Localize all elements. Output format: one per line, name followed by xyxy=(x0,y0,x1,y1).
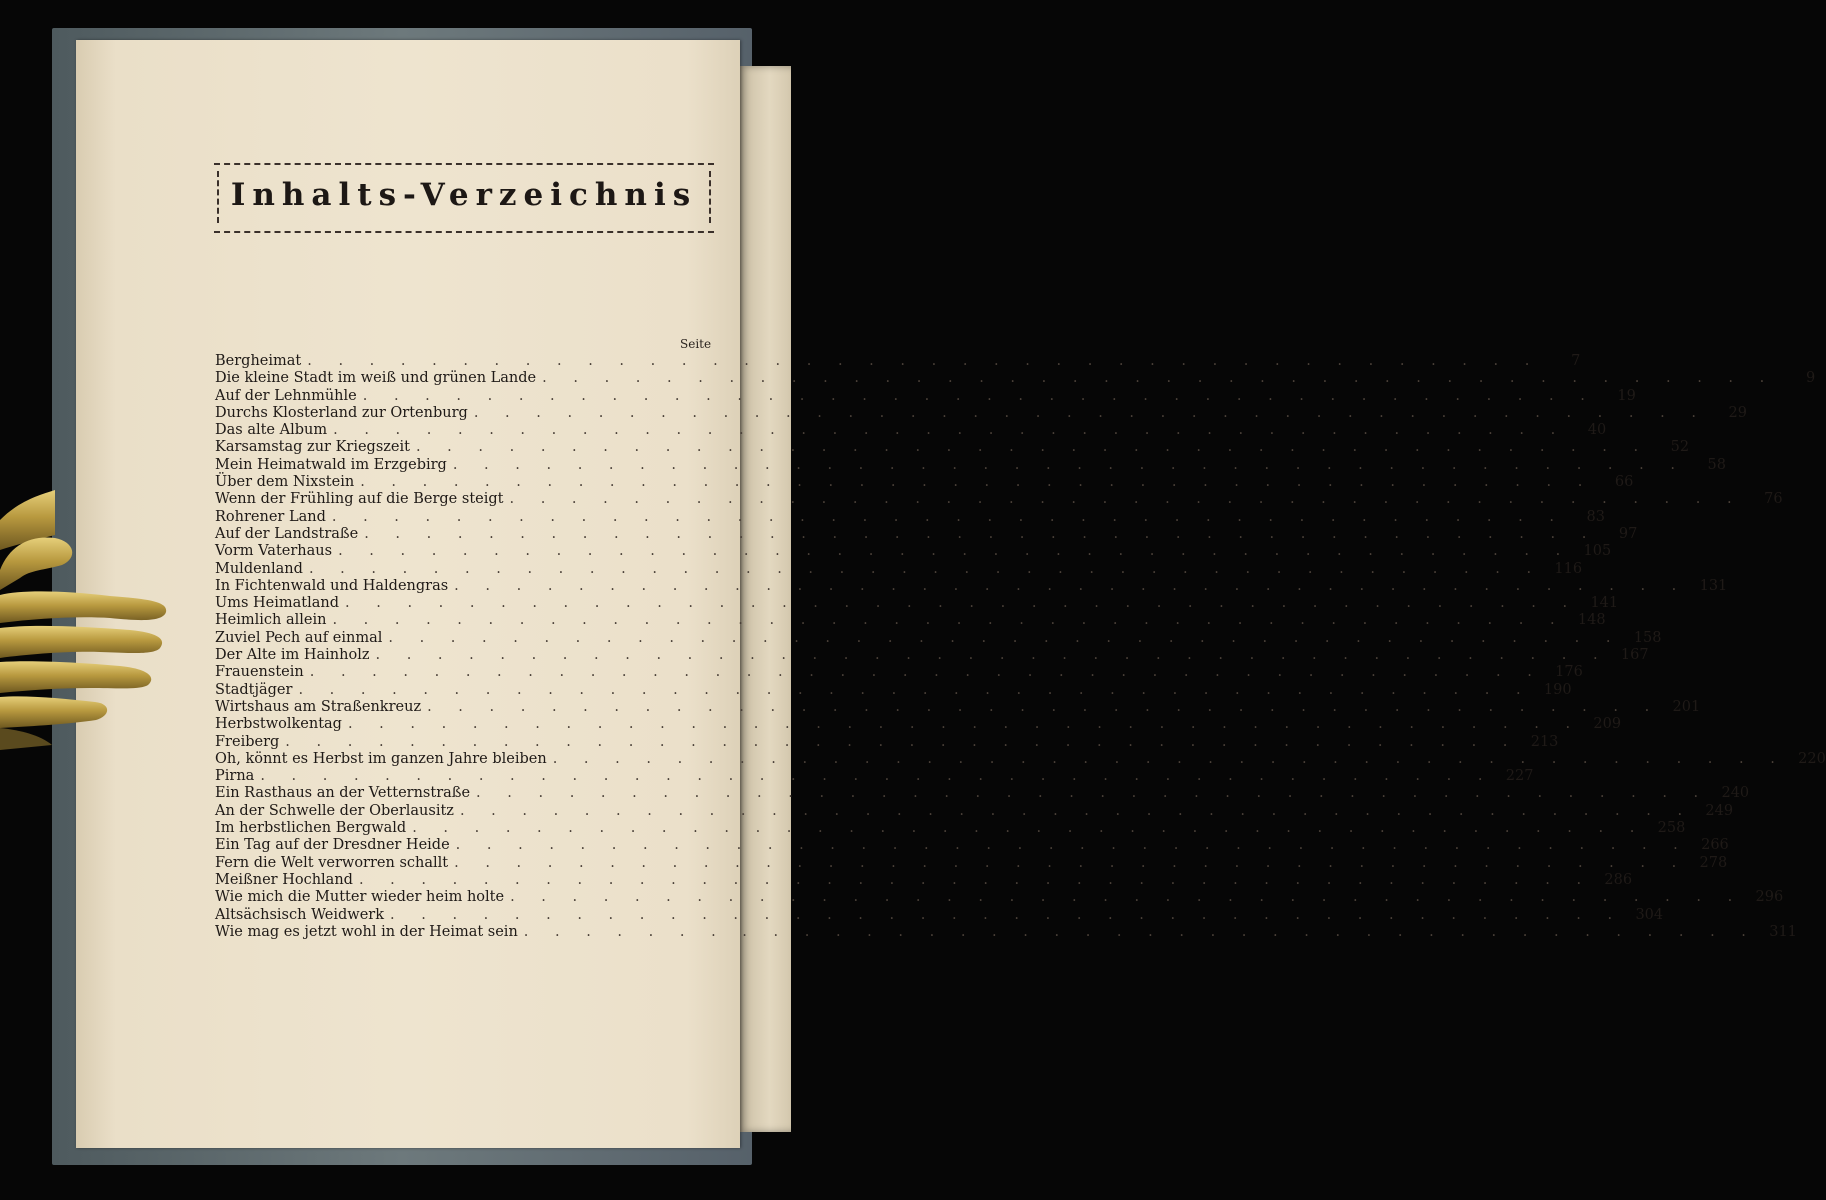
toc-dot-leader: . . . . . . . . . . . . . . . . . . . . . . . . . . . . . . . . . . . . . . . . xyxy=(459,802,1694,819)
toc-entry-title: Im herbstlichen Bergwald xyxy=(215,820,407,837)
toc-entry-page: 116 xyxy=(1554,560,1583,577)
toc-dot-leader: . . . . . . . . . . . . . . . . . . . . . . . . . . . . . . . . . . . . . . . . xyxy=(552,750,1786,767)
toc-entry-page: 7 xyxy=(1571,353,1581,369)
toc-dot-leader: . . . . . . . . . . . . . . . . . . . . . . . . . . . . . . . . . . . . . . . . xyxy=(285,733,1519,750)
toc-entry-title: Pirna xyxy=(215,768,255,785)
toc-entry-title: Heimlich allein xyxy=(215,612,327,629)
toc-entry-page: 266 xyxy=(1701,837,1729,854)
toc-dot-leader: . . . . . . . . . . . . . . . . . . . . . . . . . . . . . . . . . . . . . . . . xyxy=(338,543,1572,560)
toc-entry xyxy=(215,923,1797,941)
toc-entry-page: 52 xyxy=(1670,439,1690,456)
toc-entry-page: 19 xyxy=(1617,387,1636,404)
toc-entry xyxy=(215,387,1636,405)
toc-entry-title: Altsächsisch Weidwerk xyxy=(215,906,385,923)
toc-dot-leader: . . . . . . . . . . . . . . . . . . . . . . . . . . . . . . . . . . . . . . . . xyxy=(412,820,1646,837)
toc-entry-title: Wie mag es jetzt wohl in der Heimat sein xyxy=(215,923,518,940)
toc-dot-leader: . . . . . . . . . . . . . . . . . . . . . . . . . . . . . . . . . . . . . . . . xyxy=(358,871,1593,888)
toc-entry xyxy=(215,577,1728,595)
toc-entry-page: 97 xyxy=(1618,525,1638,542)
toc-entry xyxy=(215,543,1612,560)
toc-entry-page: 105 xyxy=(1583,543,1612,560)
toc-entry-title: Auf der Landstraße xyxy=(215,525,359,542)
toc-entry-page: 9 xyxy=(1806,370,1816,387)
toc-entry-page: 167 xyxy=(1620,647,1649,664)
toc-entry-page: 76 xyxy=(1764,491,1783,508)
title-frame xyxy=(214,163,714,233)
toc-entry xyxy=(215,785,1750,802)
toc-entry xyxy=(215,854,1728,872)
toc-entry-page: 249 xyxy=(1705,802,1734,819)
toc-dot-leader: . . . . . . . . . . . . . . . . . . . . . . . . . . . . . . . . . . . . . . . . xyxy=(333,422,1567,439)
toc-dot-leader: . . . . . . . . . . . . . . . . . . . . . . . . . . . . . . . . . . . . . . . . xyxy=(362,387,1596,404)
toc-entry xyxy=(215,595,1619,612)
toc-entry xyxy=(215,612,1606,629)
toc-entry-title: Frauenstein xyxy=(215,664,304,681)
toc-dot-leader: . . . . . . . . . . . . . . . . . . . . . . . . . . . . . . . . . . . . . . . . xyxy=(390,906,1624,923)
toc-entry-page: 131 xyxy=(1699,577,1728,594)
toc-entry xyxy=(215,837,1729,854)
toc-entry xyxy=(215,647,1649,664)
contents-page xyxy=(76,40,1826,1148)
toc-entry-page: 220 xyxy=(1798,750,1826,767)
toc-dot-leader: . . . . . . . . . . . . . . . . . . . . . . . . . . . . . . . . . . . . . . . . xyxy=(307,353,1541,369)
toc-entry-title: Wie mich die Mutter wieder heim holte xyxy=(215,889,505,906)
toc-dot-leader: . . . . . . . . . . . . . . . . . . . . . . . . . . . . . . . . . . . . . . . . xyxy=(298,681,1532,698)
toc-dot-leader: . . . . . . . . . . . . . . . . . . . . . . . . . . . . . . . . . . . . . . . . xyxy=(260,768,1494,785)
toc-dot-leader: . . . . . . . . . . . . . . . . . . . . . . . . . . . . . . . . . . . . . . . . xyxy=(331,508,1565,525)
toc-entry-title: Wenn der Frühling auf die Berge steigt xyxy=(215,491,504,508)
toc-entry xyxy=(215,370,1816,387)
toc-dot-leader: . . . . . . . . . . . . . . . . . . . . . . . . . . . . . . . . . . . . . . . . xyxy=(345,595,1579,612)
toc-entry-title: Karsamstag zur Kriegszeit xyxy=(215,439,410,456)
toc-entry-page: 286 xyxy=(1604,871,1633,888)
toc-entry-page: 209 xyxy=(1593,716,1622,733)
toc-entry-title: Der Alte im Hainholz xyxy=(215,647,370,664)
toc-dot-leader: . . . . . . . . . . . . . . . . . . . . . . . . . . . . . . . . . . . . . . . . xyxy=(308,560,1543,577)
toc-entry xyxy=(215,768,1534,785)
toc-entry xyxy=(215,889,1784,906)
toc-dot-leader: . . . . . . . . . . . . . . . . . . . . . . . . . . . . . . . . . . . . . . . . xyxy=(332,612,1566,629)
toc-entry-page: 227 xyxy=(1505,768,1534,785)
toc-entry xyxy=(215,560,1583,578)
toc-entry-page: 213 xyxy=(1530,733,1559,750)
toc-entry xyxy=(215,681,1572,699)
toc-entry-title: Oh, könnt es Herbst im ganzen Jahre bleiben xyxy=(215,750,547,767)
toc-entry-title: Muldenland xyxy=(215,560,303,577)
toc-dot-leader: . . . . . . . . . . . . . . . . . . . . . . . . . . . . . . . . . . . . . . . . xyxy=(427,698,1661,715)
toc-entry-title: Wirtshaus am Straßenkreuz xyxy=(215,698,422,715)
toc-dot-leader: . . . . . . . . . . . . . . . . . . . . . . . . . . . . . . . . . . . . . . . . xyxy=(523,923,1757,940)
toc-dot-leader: . . . . . . . . . . . . . . . . . . . . . . . . . . . . . . . . . . . . . . . . xyxy=(510,889,1744,906)
toc-dot-leader: . . . . . . . . . . . . . . . . . . . . . . . . . . . . . . . . . . . . . . . . xyxy=(473,404,1707,421)
toc-entry-page: 141 xyxy=(1590,595,1619,612)
toc-entry-title: Stadtjäger xyxy=(215,681,293,698)
toc-entry-page: 58 xyxy=(1707,456,1726,473)
toc-entry xyxy=(215,802,1734,820)
toc-entry-title: Über dem Nixstein xyxy=(215,474,355,491)
toc-entry-title: An der Schwelle der Oberlausitz xyxy=(215,802,454,819)
toc-entry-title: Meißner Hochland xyxy=(215,871,353,888)
toc-entry xyxy=(215,716,1622,733)
toc-entry-page: 278 xyxy=(1699,854,1728,871)
toc-dot-leader: . . . . . . . . . . . . . . . . . . . . . . . . . . . . . . . . . . . . . . . . xyxy=(476,785,1710,802)
toc-entry-title: Herbstwolkentag xyxy=(215,716,342,733)
toc-entry xyxy=(215,456,1726,474)
toc-entry-title: Auf der Lehnmühle xyxy=(215,387,357,404)
toc-entry-page: 311 xyxy=(1769,923,1797,940)
toc-entry xyxy=(215,508,1605,526)
toc-entry xyxy=(215,871,1633,889)
toc-entry-page: 190 xyxy=(1543,681,1572,698)
toc-entry-page: 83 xyxy=(1586,508,1605,525)
toc-entry xyxy=(215,439,1690,456)
page-title: Inhalts-Verzeichnis xyxy=(230,177,698,213)
toc-entry-title: Vorm Vaterhaus xyxy=(215,543,333,560)
toc-entry xyxy=(215,353,1581,370)
toc-entry-title: Fern die Welt verworren schallt xyxy=(215,854,449,871)
toc-dot-leader: . . . . . . . . . . . . . . . . . . . . . . . . . . . . . . . . . . . . . . . . xyxy=(542,370,1776,387)
toc-entry-page: 176 xyxy=(1555,664,1583,681)
toc-entry-page: 29 xyxy=(1728,404,1747,421)
toc-entry-title: Freiberg xyxy=(215,733,280,750)
toc-entry xyxy=(215,474,1634,491)
brass-hand-icon xyxy=(0,490,175,750)
toc-entry-title: Durchs Klosterland zur Ortenburg xyxy=(215,404,468,421)
toc-entry-page: 40 xyxy=(1587,422,1607,439)
toc-dot-leader: . . . . . . . . . . . . . . . . . . . . . . . . . . . . . . . . . . . . . . . . xyxy=(309,664,1543,681)
toc-entry xyxy=(215,906,1664,924)
toc-entry xyxy=(215,525,1638,543)
toc-entry xyxy=(215,733,1559,751)
table-of-contents xyxy=(215,353,1826,941)
page-column-label: Seite xyxy=(680,337,712,351)
toc-dot-leader: . . . . . . . . . . . . . . . . . . . . . . . . . . . . . . . . . . . . . . . . xyxy=(364,525,1598,542)
toc-entry-page: 240 xyxy=(1721,785,1750,802)
toc-entry-title: Mein Heimatwald im Erzgebirg xyxy=(215,456,447,473)
toc-dot-leader: . . . . . . . . . . . . . . . . . . . . . . . . . . . . . . . . . . . . . . . . xyxy=(454,577,1688,594)
toc-entry-title: Ein Rasthaus an der Vetternstraße xyxy=(215,785,471,802)
toc-entry xyxy=(215,820,1686,837)
toc-entry xyxy=(215,698,1701,716)
toc-entry-page: 158 xyxy=(1633,629,1662,646)
toc-dot-leader: . . . . . . . . . . . . . . . . . . . . . . . . . . . . . . . . . . . . . . . . xyxy=(360,474,1594,491)
toc-entry-page: 304 xyxy=(1635,906,1664,923)
toc-dot-leader: . . . . . . . . . . . . . . . . . . . . . . . . . . . . . . . . . . . . . . . . xyxy=(415,439,1650,456)
toc-entry xyxy=(215,750,1826,768)
toc-entry xyxy=(215,491,1783,508)
toc-dot-leader: . . . . . . . . . . . . . . . . . . . . . . . . . . . . . . . . . . . . . . . . xyxy=(388,629,1622,646)
toc-entry-page: 201 xyxy=(1672,698,1701,715)
toc-entry-title: In Fichtenwald und Haldengras xyxy=(215,577,449,594)
toc-dot-leader: . . . . . . . . . . . . . . . . . . . . . . . . . . . . . . . . . . . . . . . . xyxy=(452,456,1686,473)
toc-entry-title: Ums Heimatland xyxy=(215,595,340,612)
toc-entry xyxy=(215,629,1662,647)
toc-entry-title: Das alte Album xyxy=(215,422,328,439)
toc-dot-leader: . . . . . . . . . . . . . . . . . . . . . . . . . . . . . . . . . . . . . . . . xyxy=(375,647,1609,664)
toc-entry-title: Ein Tag auf der Dresdner Heide xyxy=(215,837,450,854)
toc-entry-title: Bergheimat xyxy=(215,353,302,369)
toc-entry xyxy=(215,422,1607,439)
toc-entry xyxy=(215,404,1747,422)
toc-entry-title: Rohrener Land xyxy=(215,508,326,525)
toc-entry-page: 66 xyxy=(1614,474,1634,491)
toc-dot-leader: . . . . . . . . . . . . . . . . . . . . . . . . . . . . . . . . . . . . . . . . xyxy=(454,854,1688,871)
toc-entry-page: 296 xyxy=(1755,889,1784,906)
toc-entry-page: 148 xyxy=(1577,612,1606,629)
toc-entry-page: 258 xyxy=(1657,820,1686,837)
toc-dot-leader: . . . . . . . . . . . . . . . . . . . . . . . . . . . . . . . . . . . . . . . . xyxy=(455,837,1689,854)
toc-dot-leader: . . . . . . . . . . . . . . . . . . . . . . . . . . . . . . . . . . . . . . . . xyxy=(347,716,1582,733)
toc-entry-title: Zuviel Pech auf einmal xyxy=(215,629,383,646)
toc-dot-leader: . . . . . . . . . . . . . . . . . . . . . . . . . . . . . . . . . . . . . . . . xyxy=(509,491,1743,508)
toc-entry xyxy=(215,664,1583,681)
toc-entry-title: Die kleine Stadt im weiß und grünen Lande xyxy=(215,370,537,387)
